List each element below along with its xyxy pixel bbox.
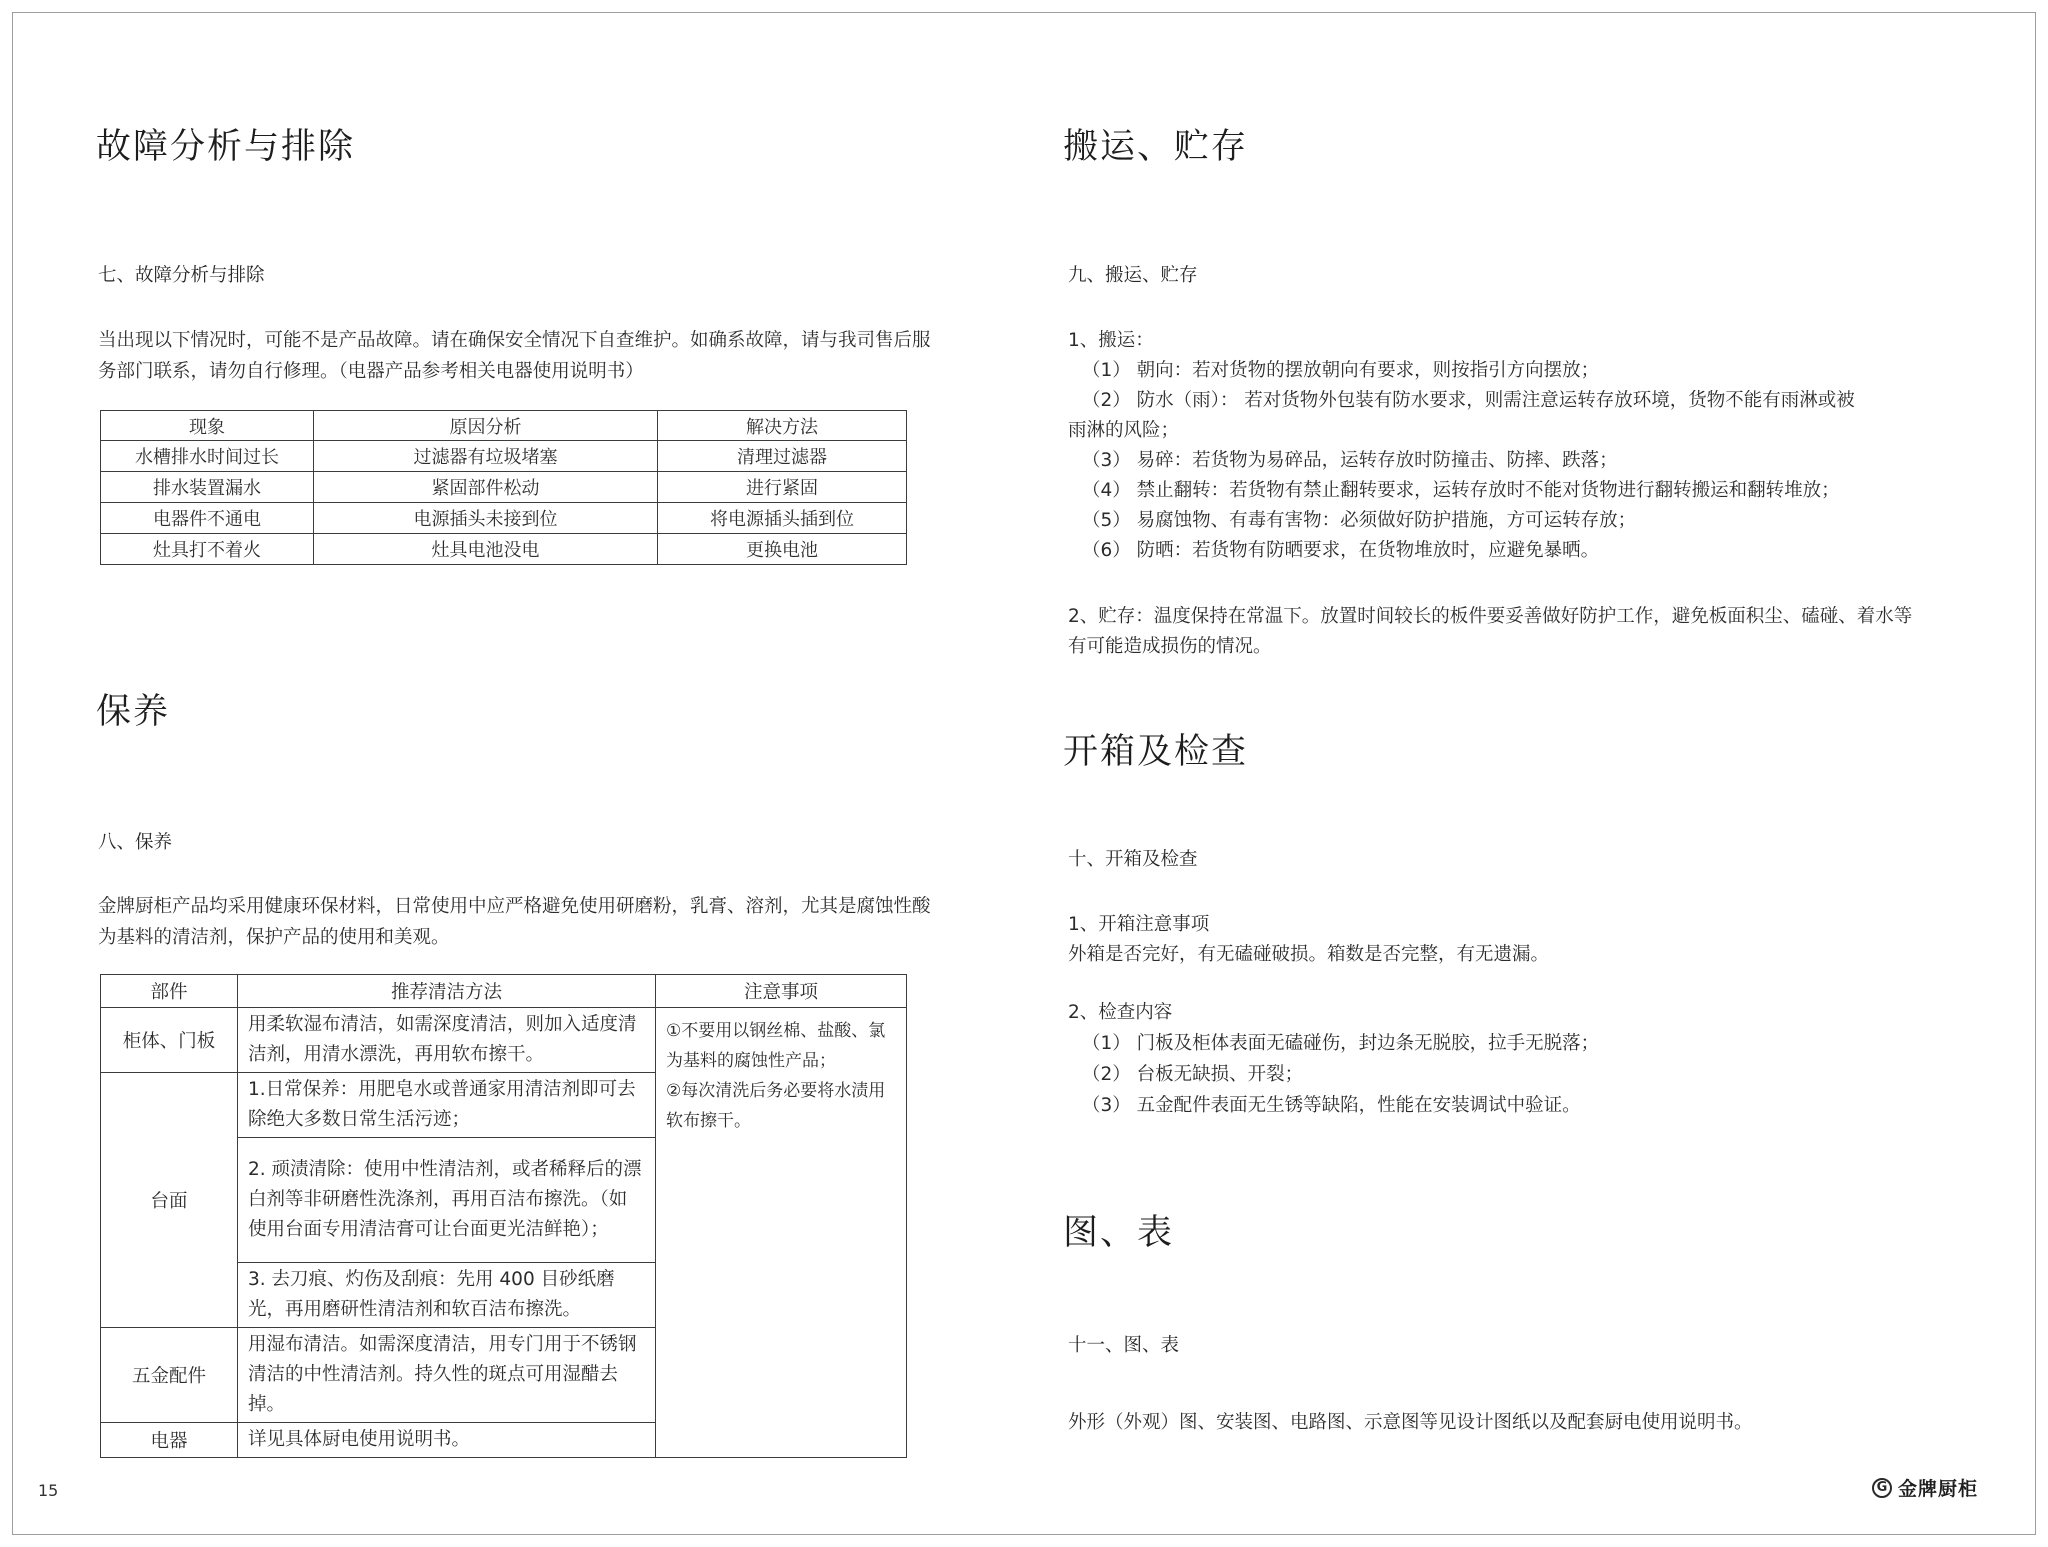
table-notes-cell [656, 1008, 907, 1458]
brand-g-icon: G [1872, 1478, 1892, 1498]
table-header-cell: 推荐清洁方法 [238, 975, 656, 1008]
unboxing-check-list [1068, 997, 1599, 1121]
list-item: 1、搬运： [1068, 330, 1154, 351]
heading-maintenance: 八、保养 [98, 832, 173, 853]
text-line: 有可能造成损伤的情况。 [1068, 636, 1272, 657]
table-row [101, 503, 907, 534]
page-number: 15 [38, 1481, 59, 1500]
list-item: （6） 防晒：若货物有防晒要求，在货物堆放时，应避免暴晒。 [1082, 540, 1600, 561]
transport-storage-paragraph [1068, 602, 1912, 662]
note-item: ②每次清洗后务必要将水渍用软布擦干。 [666, 1081, 886, 1131]
table-row [101, 1008, 907, 1073]
list-item: 2、检查内容 [1068, 1002, 1173, 1023]
table-header-cell: 部件 [101, 975, 238, 1008]
note-item: ①不要用以钢丝棉、盐酸、氯为基料的腐蚀性产品； [666, 1021, 886, 1071]
brand-name: 金牌厨柜 [1898, 1478, 1979, 1500]
troubleshooting-table [100, 410, 907, 565]
table-cell: 进行紧固 [658, 472, 907, 503]
text-line: 务部门联系，请勿自行修理。（电器产品参考相关电器使用说明书） [98, 361, 644, 382]
text-line: 1、开箱注意事项 [1068, 914, 1210, 935]
table-cell: 更换电池 [658, 534, 907, 565]
figures-paragraph [1068, 1407, 1753, 1438]
table-cell: 用柔软湿布清洁，如需深度清洁，则加入适度清洁剂，用清水漂洗，再用软布擦干。 [238, 1008, 656, 1073]
table-header-cell: 原因分析 [314, 411, 658, 441]
list-item: （4） 禁止翻转：若货物有禁止翻转要求，运转存放时不能对货物进行翻转搬运和翻转堆放； [1082, 480, 1840, 501]
table-header-cell: 现象 [101, 411, 314, 441]
table-cell: 水槽排水时间过长 [101, 441, 314, 472]
table-header-row [101, 411, 907, 441]
table-row [101, 441, 907, 472]
section-title-figures: 图、表 [1063, 1213, 1175, 1253]
heading-transport: 九、搬运、贮存 [1068, 265, 1198, 286]
table-cell: 将电源插头插到位 [658, 503, 907, 534]
table-cell: 台面 [101, 1073, 238, 1328]
table-cell: 1.日常保养：用肥皂水或普通家用清洁剂即可去除绝大多数日常生活污迹； [238, 1073, 656, 1138]
section-title-unboxing: 开箱及检查 [1063, 732, 1249, 772]
text-line: 外箱是否完好，有无磕碰破损。箱数是否完整，有无遗漏。 [1068, 944, 1550, 965]
troubleshooting-intro [98, 325, 931, 387]
table-header-cell: 注意事项 [656, 975, 907, 1008]
list-item: （5） 易腐蚀物、有毒有害物：必须做好防护措施，方可运转存放； [1082, 510, 1637, 531]
list-item: （2） 防水（雨）： 若对货物外包装有防水要求，则需注意运转存放环境，货物不能有雨淋或被 [1082, 390, 1855, 411]
table-cell: 灶具打不着火 [101, 534, 314, 565]
table-cell: 电源插头未接到位 [314, 503, 658, 534]
heading-figures: 十一、图、表 [1068, 1335, 1180, 1356]
text-line: 2、贮存：温度保持在常温下。放置时间较长的板件要妥善做好防护工作，避免板面积尘、磕碰、着水等 [1068, 606, 1913, 627]
brand-logo [1872, 1474, 1978, 1501]
table-header-cell: 解决方法 [658, 411, 907, 441]
table-cell: 五金配件 [101, 1328, 238, 1423]
unboxing-notes [1068, 910, 1549, 970]
table-cell: 用湿布清洁。如需深度清洁，用专门用于不锈钢清洁的中性清洁剂。持久性的斑点可用湿醋去掉。 [238, 1328, 656, 1423]
maintenance-table [100, 974, 907, 1458]
section-title-maintenance: 保养 [96, 692, 171, 732]
transport-moving-list [1068, 326, 1855, 566]
maintenance-intro [98, 891, 931, 953]
heading-troubleshooting: 七、故障分析与排除 [98, 265, 265, 286]
table-cell: 2. 顽渍清除：使用中性清洁剂，或者稀释后的漂白剂等非研磨性洗涤剂，再用百洁布擦洗。（如使用台面专用清洁膏可让台面更光洁鲜艳）； [238, 1138, 656, 1263]
table-cell: 详见具体厨电使用说明书。 [238, 1423, 656, 1458]
list-item: （3） 易碎：若货物为易碎品，运转存放时防撞击、防摔、跌落； [1082, 450, 1618, 471]
table-header-row [101, 975, 907, 1008]
text-line: 当出现以下情况时，可能不是产品故障。请在确保安全情况下自查维护。如确系故障，请与我司售后服 [98, 330, 931, 351]
table-cell: 过滤器有垃圾堵塞 [314, 441, 658, 472]
list-item: 雨淋的风险； [1068, 420, 1180, 441]
table-cell: 紧固部件松动 [314, 472, 658, 503]
list-item: （3） 五金配件表面无生锈等缺陷，性能在安装调试中验证。 [1082, 1095, 1581, 1116]
text-line: 外形（外观）图、安装图、电路图、示意图等见设计图纸以及配套厨电使用说明书。 [1068, 1412, 1753, 1433]
list-item: （1） 门板及柜体表面无磕碰伤，封边条无脱胶，拉手无脱落； [1082, 1033, 1600, 1054]
table-cell: 灶具电池没电 [314, 534, 658, 565]
text-line: 为基料的清洁剂，保护产品的使用和美观。 [98, 927, 450, 948]
table-cell: 电器件不通电 [101, 503, 314, 534]
heading-unboxing: 十、开箱及检查 [1068, 849, 1198, 870]
text-line: 金牌厨柜产品均采用健康环保材料，日常使用中应严格避免使用研磨粉，乳膏、溶剂，尤其是腐蚀性酸 [98, 896, 931, 917]
table-cell: 排水装置漏水 [101, 472, 314, 503]
table-row [101, 472, 907, 503]
table-cell: 电器 [101, 1423, 238, 1458]
section-title-transport: 搬运、贮存 [1063, 127, 1249, 167]
table-cell: 清理过滤器 [658, 441, 907, 472]
table-cell: 3. 去刀痕、灼伤及刮痕：先用 400 目砂纸磨光，再用磨研性清洁剂和软百洁布擦洗。 [238, 1263, 656, 1328]
table-row [101, 534, 907, 565]
list-item: （1） 朝向：若对货物的摆放朝向有要求，则按指引方向摆放； [1082, 360, 1600, 381]
table-cell: 柜体、门板 [101, 1008, 238, 1073]
section-title-troubleshooting: 故障分析与排除 [96, 127, 356, 167]
list-item: （2） 台板无缺损、开裂； [1082, 1064, 1304, 1085]
